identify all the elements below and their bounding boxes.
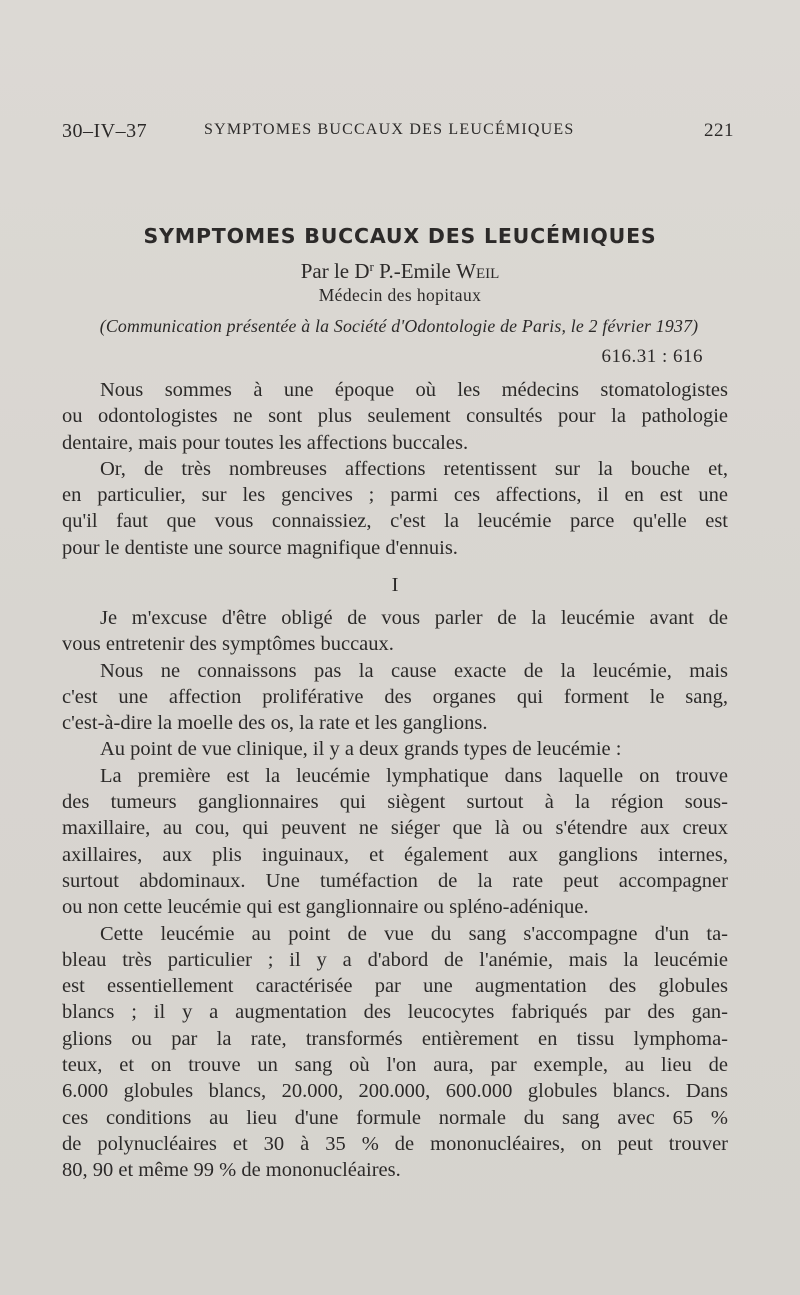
author-title-sup: r [369, 259, 374, 274]
paragraph [62, 763, 728, 921]
article-title: SYMPTOMES BUCCAUX DES LEUCÉMIQUES [143, 224, 657, 248]
author-line [0, 259, 800, 284]
author-lastname: Weil [456, 259, 500, 283]
page-number: 221 [704, 120, 734, 141]
author-firstname: P.-Emile [373, 259, 457, 283]
text-line: Nous sommes à une époque où les médecins stomatologistes [100, 379, 728, 401]
text-line: Je m'excuse d'être obligé de vous parler de la leucémie avant de [100, 607, 728, 629]
paragraph [62, 377, 728, 456]
text-line: des tumeurs ganglionnaires qui siègent surtout à la région sous- [62, 791, 728, 814]
text-line: Or, de très nombreuses affections retentissent sur la bouche et, [100, 457, 728, 480]
paragraph [62, 658, 728, 737]
text-line: blancs ; il y a augmentation des leucocytes fabriqués par des gan- [62, 1001, 728, 1024]
paragraph [62, 736, 728, 762]
intro-text [62, 377, 728, 561]
text-line: Nous ne connaissons pas la cause exacte de la leucémie, mais [100, 659, 728, 682]
text-line: en particulier, sur les gencives ; parmi ces affections, il en est une [62, 484, 728, 507]
text-line: ces conditions au lieu d'une formule normale du sang avec 65 % [62, 1106, 728, 1129]
section-text [62, 605, 728, 1184]
text-line: dentaire, mais pour toutes les affections buccales. [62, 431, 469, 454]
text-line: ou non cette leucémie qui est ganglionnaire ou spléno-adénique. [62, 896, 589, 919]
author-prefix: Par le D [300, 259, 370, 283]
classification-code: 616.31 : 616 [601, 346, 703, 367]
running-head [62, 118, 736, 148]
text-line: c'est une affection proliférative des organes qui forment le sang, [62, 685, 728, 708]
text-line: bleau très particulier ; il y a d'abord de l'anémie, mais la leucémie [62, 948, 728, 971]
section-numeral: I [391, 574, 399, 596]
text-line: maxillaire, au cou, qui peuvent ne siéger que là ou s'étendre aux creux [62, 817, 728, 840]
paragraph [62, 456, 728, 561]
text-line: est essentiellement caractérisée par une augmentation des globules [62, 975, 728, 998]
text-line: 6.000 globules blancs, 20.000, 200.000, 600.000 globules blancs. Dans [62, 1080, 728, 1103]
text-line: c'est-à-dire la moelle des os, la rate et les ganglions. [62, 712, 488, 735]
text-line: vous entretenir des symptômes buccaux. [62, 633, 394, 656]
text-line: surtout abdominaux. Une tuméfaction de la rate peut accompagner [62, 869, 728, 892]
section-block [62, 566, 728, 604]
paragraph [62, 921, 728, 1184]
text-line: La première est la leucémie lymphatique dans laquelle on trouve [100, 764, 728, 787]
text-line: ou odontologistes ne sont plus seulement consultés pour la pathologie [62, 405, 728, 428]
communication-note: (Communication présentée à la Société d'Odontologie de Paris, le 2 février 1937) [99, 316, 699, 336]
author-affiliation: Médecin des hopitaux [318, 285, 482, 305]
text-line: 80, 90 et même 99 % de mononucléaires. [62, 1159, 401, 1182]
text-line: pour le dentiste une source magnifique d'ennuis. [62, 536, 458, 559]
text-line: Au point de vue clinique, il y a deux grands types de leucémie : [100, 738, 622, 761]
running-title: SYMPTOMES BUCCAUX DES LEUCÉMIQUES [204, 121, 575, 138]
text-line: axillaires, aux plis inguinaux, et également aux ganglions internes, [62, 843, 728, 866]
paragraph [62, 605, 728, 658]
issue-date: 30–IV–37 [62, 120, 148, 142]
text-line: Cette leucémie au point de vue du sang s'accompagne d'un ta- [100, 922, 728, 945]
text-line: qu'il faut que vous connaissiez, c'est la leucémie parce qu'elle est [62, 510, 728, 533]
text-line: teux, et on trouve un sang où l'on aura, par exemple, au lieu de [62, 1054, 728, 1077]
text-line: de polynucléaires et 30 à 35 % de mononucléaires, on peut trouver [62, 1132, 728, 1155]
text-line: glions ou par la rate, transformés entièrement en tissu lymphoma- [62, 1027, 728, 1050]
